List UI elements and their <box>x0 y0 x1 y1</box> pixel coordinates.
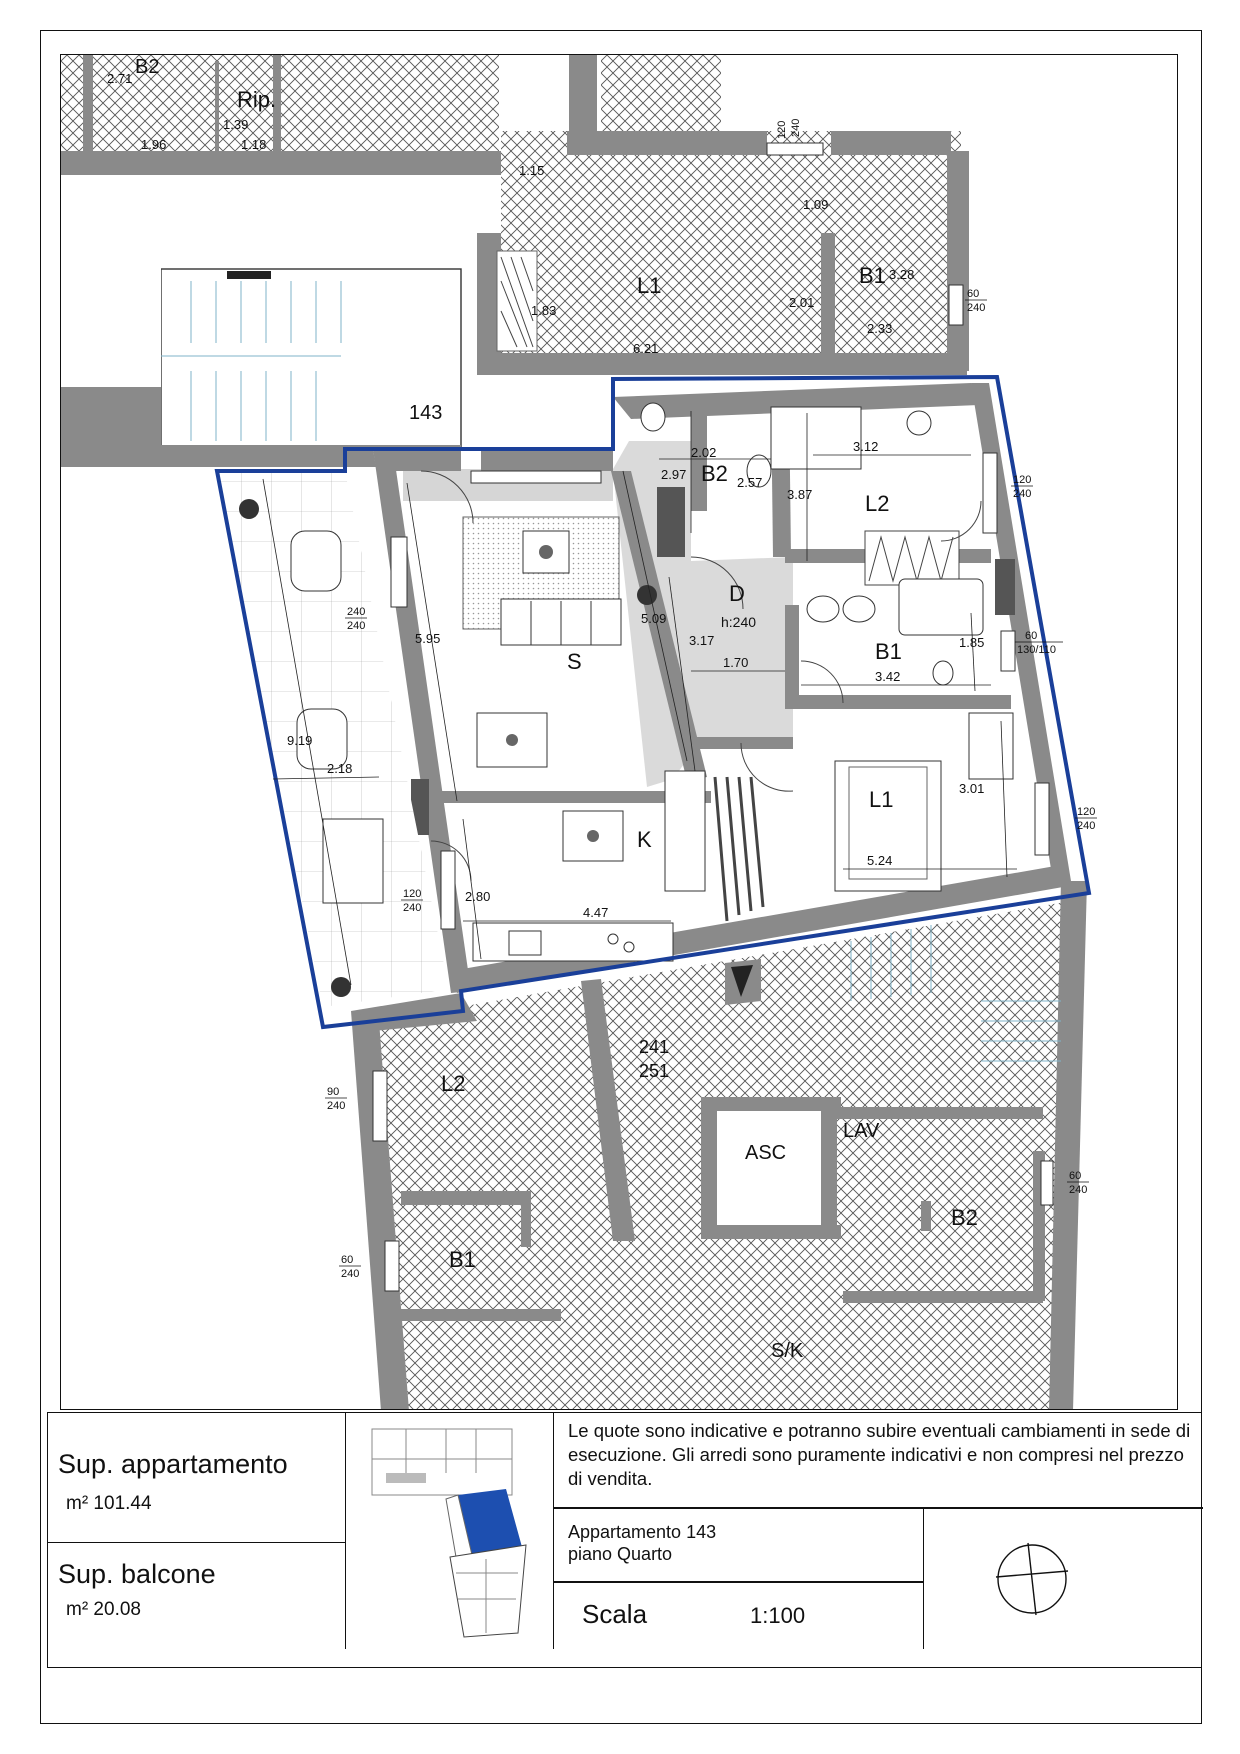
north-arrow-icon <box>924 1509 1203 1649</box>
dimension-value: 2.33 <box>867 321 893 336</box>
title-block <box>47 1412 1202 1668</box>
room-label-closet-height: h:240 <box>721 614 757 630</box>
neighbour-label: Rip. <box>237 87 277 112</box>
dimension-value: 1.18 <box>241 137 267 152</box>
dimension-value: 2.80 <box>465 889 491 904</box>
apartment-name: Appartamento 143 <box>568 1522 717 1542</box>
apartment-number: 143 <box>409 402 443 424</box>
dimension-value: 3.17 <box>689 633 715 648</box>
svg-text:240: 240 <box>341 1268 360 1280</box>
dimension-value: 2.02 <box>691 445 717 460</box>
neighbour-label: LAV <box>843 1120 880 1142</box>
floor-name: piano Quarto <box>568 1544 673 1564</box>
svg-text:240: 240 <box>1069 1184 1088 1196</box>
svg-text:120: 120 <box>403 888 422 900</box>
neighbour-label: L2 <box>441 1071 466 1096</box>
svg-text:240: 240 <box>790 118 802 137</box>
neighbour-label: B1 <box>859 263 886 288</box>
dimension-value: 3.28 <box>889 267 915 282</box>
dimension-value: 3.12 <box>853 439 879 454</box>
svg-text:60: 60 <box>1025 630 1038 642</box>
svg-text:90: 90 <box>327 1086 340 1098</box>
svg-text:240: 240 <box>347 620 366 632</box>
apartment-area-label: Sup. appartamento <box>58 1449 288 1479</box>
dimension-value: 5.95 <box>415 631 441 646</box>
neighbour-label: 251 <box>639 1061 670 1081</box>
dimension-value: 1.85 <box>959 635 985 650</box>
scale-label: Scala <box>582 1599 648 1629</box>
dimension-value: 1.70 <box>723 655 749 670</box>
neighbour-label: B2 <box>951 1205 978 1230</box>
svg-text:240: 240 <box>967 302 986 314</box>
svg-text:60: 60 <box>1069 1170 1082 1182</box>
room-label-kitchen: K <box>637 827 652 852</box>
balcony-area-cell <box>48 1543 346 1649</box>
neighbour-upper-right <box>477 55 969 375</box>
dimension-value: 9.19 <box>287 733 313 748</box>
dimension-value: 5.09 <box>641 611 667 626</box>
dimension-value: 3.87 <box>787 487 813 502</box>
dimension-value: 1.09 <box>803 197 829 212</box>
balcony-area-label: Sup. balcone <box>58 1559 216 1589</box>
key-plan-thumbnail <box>346 1413 554 1649</box>
dimension-value: 5.24 <box>867 853 893 868</box>
dimension-value: 2.01 <box>789 295 815 310</box>
stair-core-upper <box>61 175 461 467</box>
room-label-bedroom-main: L1 <box>869 787 894 812</box>
balcony-area-value: m² 20.08 <box>66 1599 141 1620</box>
dimension-value: 1.96 <box>141 137 167 152</box>
dimension-value: 4.47 <box>583 905 609 920</box>
neighbour-label: B1 <box>449 1247 476 1272</box>
svg-text:120: 120 <box>1077 806 1096 818</box>
dimension-value: 2.18 <box>327 761 353 776</box>
svg-text:60: 60 <box>967 288 980 300</box>
apartment-area-cell <box>48 1413 346 1543</box>
svg-text:240: 240 <box>347 606 366 618</box>
dimension-value: 3.01 <box>959 781 985 796</box>
neighbour-label: ASC <box>745 1142 787 1164</box>
dimension-value: 6.21 <box>633 341 659 356</box>
room-label-living: S <box>567 649 582 674</box>
divider <box>554 1581 924 1583</box>
neighbour-label: B2 <box>135 56 160 78</box>
room-label-bath-second: B2 <box>701 461 728 486</box>
scale-value: 1:100 <box>750 1603 806 1628</box>
dimension-value: 2.97 <box>661 467 687 482</box>
svg-text:240: 240 <box>1013 488 1032 500</box>
disclaimer-note: Le quote sono indicative e potranno subire eventuali cambiamenti in sede di esecuzione. Gli arredi sono puramente indicativi e non compresi nel prezzo di vendita. <box>568 1420 1191 1489</box>
svg-text:120: 120 <box>1013 474 1032 486</box>
apartment-area-value: m² 101.44 <box>66 1493 152 1514</box>
room-label-closet: D <box>729 581 745 606</box>
key-plan-cell <box>346 1413 554 1649</box>
dimension-value: 2.57 <box>737 475 763 490</box>
neighbour-label: L1 <box>637 273 662 298</box>
svg-text:240: 240 <box>327 1100 346 1112</box>
dimension-value: 1.83 <box>531 303 557 318</box>
neighbour-label: 241 <box>639 1037 670 1057</box>
svg-text:240: 240 <box>403 902 422 914</box>
room-label-bath-main: B1 <box>875 639 902 664</box>
svg-text:60: 60 <box>341 1254 354 1266</box>
svg-text:120: 120 <box>776 120 788 139</box>
floor-plan <box>60 54 1178 1410</box>
dimension-value: 1.15 <box>519 163 545 178</box>
apartment-info-cell <box>554 1509 924 1649</box>
room-label-bedroom-second: L2 <box>865 491 890 516</box>
north-arrow-cell <box>924 1509 1203 1649</box>
dimension-value: 2.71 <box>107 71 133 86</box>
svg-text:130/110: 130/110 <box>1017 644 1056 656</box>
svg-text:240: 240 <box>1077 820 1096 832</box>
dimension-value: 1.39 <box>223 117 249 132</box>
neighbour-label: S/K <box>771 1340 804 1362</box>
dimension-value: 3.42 <box>875 669 901 684</box>
